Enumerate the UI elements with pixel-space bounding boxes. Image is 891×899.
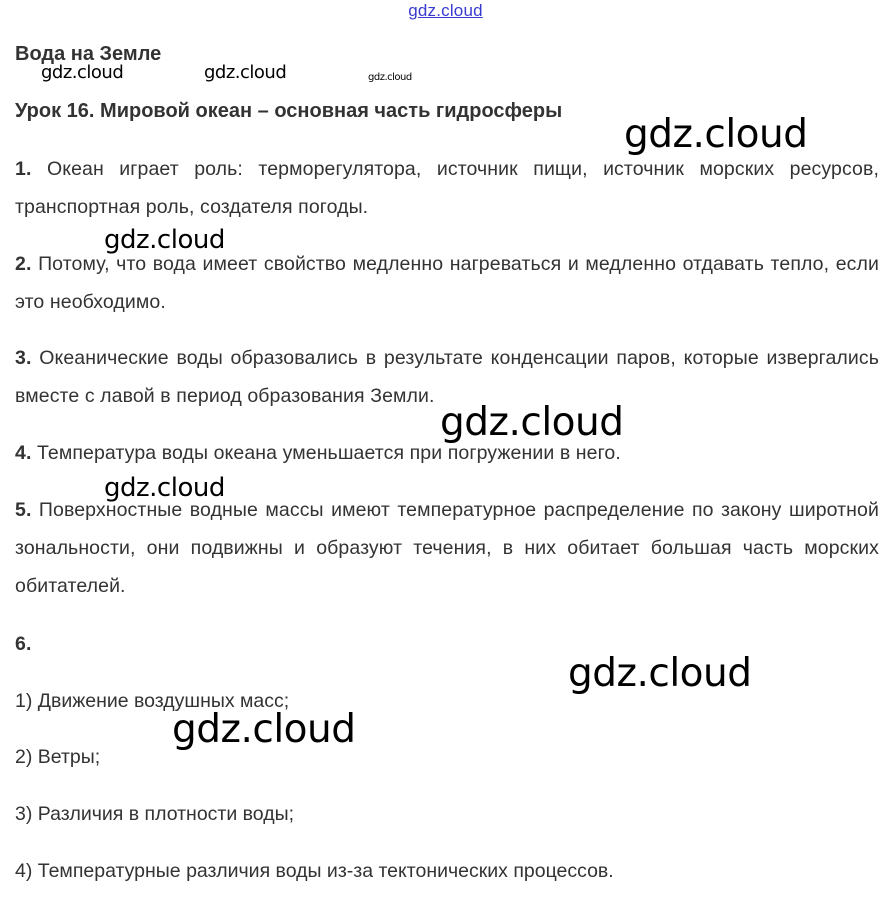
section-title: Вода на Земле (15, 43, 162, 65)
watermark-5: gdz.cloud (104, 225, 225, 255)
answer-4-text: Температура воды океана уменьшается при погружении в него. (37, 442, 621, 464)
list-item-1: 1) Движение воздушных масс; (15, 690, 290, 712)
answer-5 (15, 491, 879, 605)
answer-4-number: 4. (15, 442, 32, 464)
watermark-4: gdz.cloud (624, 112, 808, 157)
answer-2-text: Потому, что вода имеет свойство медленно нагреваться и медленно отдавать тепло, если это необходимо. (15, 253, 879, 313)
answer-1 (15, 150, 879, 226)
answer-1-number: 1. (15, 158, 32, 180)
answer-1-text: Океан играет роль: терморегулятора, источник пищи, источник морских ресурсов, транспортная роль, создателя погоды. (15, 158, 879, 218)
answer-2-number: 2. (15, 253, 32, 275)
list-item-4: 4) Температурные различия воды из-за тектонических процессов. (15, 860, 614, 882)
header-site-link[interactable]: gdz.cloud (408, 1, 483, 20)
watermark-1: gdz.cloud (41, 62, 124, 83)
watermark-9: gdz.cloud (172, 707, 356, 752)
list-item-3: 3) Различия в плотности воды; (15, 803, 295, 825)
watermark-6: gdz.cloud (440, 400, 624, 445)
answer-2 (15, 245, 879, 321)
list-item-2: 2) Ветры; (15, 746, 101, 768)
watermark-8: gdz.cloud (568, 651, 752, 696)
watermark-7: gdz.cloud (104, 473, 225, 503)
answer-3-number: 3. (15, 347, 32, 369)
answer-5-number: 5. (15, 499, 32, 521)
lesson-title: Урок 16. Мировой океан – основная часть гидросферы (15, 100, 563, 122)
watermark-2: gdz.cloud (204, 62, 287, 83)
answer-3-text: Океанические воды образовались в результате конденсации паров, которые извергались вместе с лавой в период образования Земли. (15, 347, 879, 407)
answer-6-number: 6. (15, 633, 32, 655)
watermark-3: gdz.cloud (368, 72, 412, 83)
answer-5-text: Поверхностные водные массы имеют температурное распределение по закону широтной зональности, они подвижны и образуют течения, в них обитает большая часть морских обитателей. (15, 499, 879, 597)
